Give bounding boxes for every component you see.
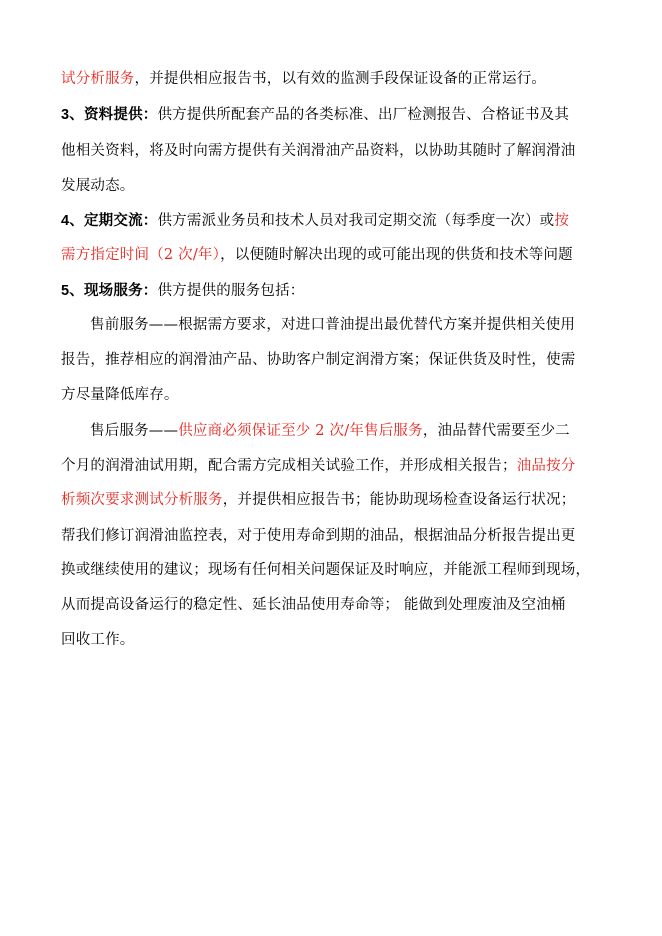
highlighted-text: 试分析服务: [61, 71, 135, 87]
section-3-heading-line: [61, 105, 621, 125]
body-text: 方尽量降低库存。: [61, 387, 179, 403]
body-text: 发展动态。: [61, 178, 135, 194]
body-text: 帮我们修订润滑油监控表，对于使用寿命到期的油品，根据油品分析报告提出更: [61, 528, 576, 544]
body-text: 供方提供的服务包括：: [157, 283, 305, 299]
body-text: 售前服务——根据需方要求，对进口普油提出最优替代方案并提供相关使用: [90, 317, 576, 333]
paragraph-line: [61, 595, 621, 615]
paragraph-line: [90, 315, 650, 335]
highlighted-text: 油品按分: [516, 458, 576, 474]
section-5-heading-line: [61, 281, 621, 301]
paragraph-line: [90, 421, 650, 441]
paragraph-line: [61, 69, 621, 89]
highlighted-text: 按: [554, 213, 570, 229]
section-number: 3、: [61, 107, 84, 123]
paragraph-line: [61, 385, 621, 405]
paragraph-line: [61, 141, 621, 161]
body-text: 他相关资料，将及时向需方提供有关润滑油产品资料，以协助其随时了解润滑油: [61, 143, 576, 159]
paragraph-line: [61, 176, 621, 196]
body-text: 回收工作。: [61, 632, 135, 648]
body-text: 报告，推荐相应的润滑油产品、协助客户制定润滑方案；保证供货及时性，使需: [61, 352, 576, 368]
body-text: 个月的润滑油试用期，配合需方完成相关试验工作，并形成相关报告；: [61, 458, 517, 474]
paragraph-line: [61, 526, 621, 546]
body-text: ，并提供相应报告书，以有效的监测手段保证设备的正常运行。: [134, 71, 547, 87]
body-text: ，并提供相应报告书；能协助现场检查设备运行状况；: [222, 492, 576, 508]
highlighted-text: 析频次要求测试分析服务: [61, 492, 223, 508]
section-title: 资料提供：: [83, 106, 158, 123]
paragraph-line: [61, 350, 621, 370]
body-text: 换或继续使用的建议；现场有任何相关问题保证及时响应，并能派工程师到现场，: [61, 562, 591, 578]
body-text: 供方需派业务员和技术人员对我司定期交流（每季度一次）或: [157, 213, 555, 229]
section-title: 定期交流：: [83, 212, 158, 229]
paragraph-line: [61, 560, 621, 580]
paragraph-line: [61, 630, 621, 650]
highlighted-text: 需方指定时间（2 次/年）: [61, 247, 221, 263]
body-text: ，以便随时解决出现的或可能出现的供货和技术等问题: [220, 247, 573, 263]
section-number: 5、: [61, 283, 84, 299]
paragraph-line: [61, 245, 621, 265]
highlighted-text: 供应商必须保证至少 2 次/年售后服务: [178, 423, 423, 439]
paragraph-line: [61, 490, 621, 510]
body-text: ，油品替代需要至少二: [422, 423, 570, 439]
body-text: 从而提高设备运行的稳定性、延长油品使用寿命等； 能做到处理废油及空油桶: [61, 597, 566, 613]
body-text: 售后服务——: [90, 423, 179, 439]
paragraph-line: [61, 456, 621, 476]
section-title: 现场服务：: [83, 282, 158, 299]
section-4-heading-line: [61, 211, 621, 231]
section-number: 4、: [61, 213, 84, 229]
body-text: 供方提供所配套产品的各类标准、出厂检测报告、合格证书及其: [157, 107, 570, 123]
